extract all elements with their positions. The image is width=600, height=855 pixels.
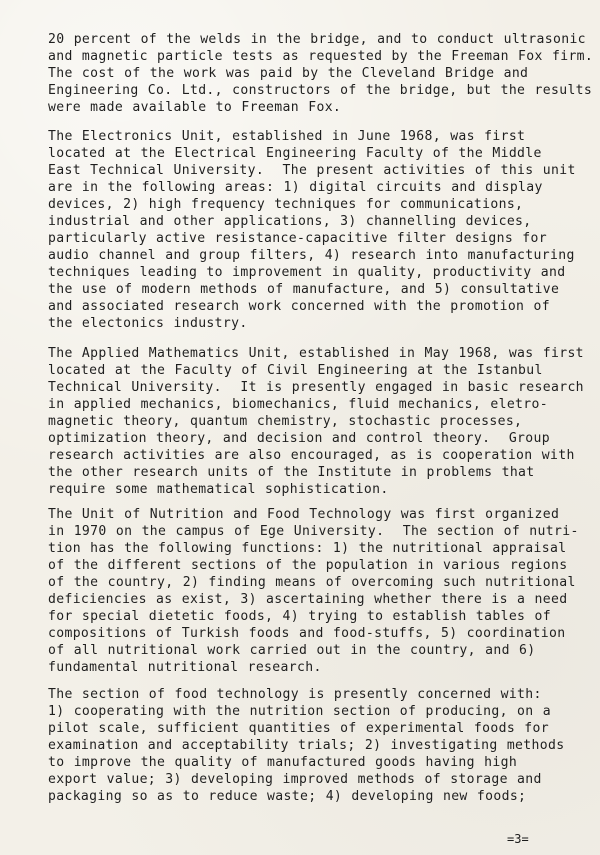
text-line: techniques leading to improvement in quality, productivity and xyxy=(48,265,566,280)
text-line: audio channel and group filters, 4) research into manufacturing xyxy=(48,248,575,263)
text-line: of the different sections of the population in various regions xyxy=(48,558,568,573)
text-line: particularly active resistance-capacitive filter designs for xyxy=(48,231,547,246)
paragraph-bridge-welds xyxy=(48,31,594,116)
text-line: compositions of Turkish foods and food-stuffs, 5) coordination xyxy=(48,626,566,641)
paragraph-food-technology-section xyxy=(48,686,594,805)
text-line: for special dietetic foods, 4) trying to establish tables of xyxy=(48,609,551,624)
text-line: 20 percent of the welds in the bridge, and to conduct ultrasonic xyxy=(48,32,586,47)
text-line: research activities are also encouraged, as is cooperation with xyxy=(48,448,575,463)
text-line: in 1970 on the campus of Ege University. The section of nutri- xyxy=(48,524,579,539)
text-line: tion has the following functions: 1) the nutritional appraisal xyxy=(48,541,567,556)
text-line: packaging so as to reduce waste; 4) developing new foods; xyxy=(48,789,527,804)
text-line: and magnetic particle tests as requested by the Freeman Fox firm. xyxy=(48,49,594,64)
paragraph-nutrition-food-technology xyxy=(48,506,594,676)
text-line: to improve the quality of manufactured goods having high xyxy=(48,755,518,770)
text-line: the use of modern methods of manufacture, and 5) consultative xyxy=(48,282,560,297)
text-line: export value; 3) developing improved methods of storage and xyxy=(48,772,542,787)
text-line: optimization theory, and decision and control theory. Group xyxy=(48,431,550,446)
text-line: the other research units of the Institute in problems that xyxy=(48,465,535,480)
text-line: in applied mechanics, biomechanics, fluid mechanics, eletro- xyxy=(48,397,548,412)
text-line: Technical University. It is presently engaged in basic research xyxy=(48,380,584,395)
text-line: devices, 2) high frequency techniques for communications, xyxy=(48,197,524,212)
text-line: magnetic theory, quantum chemistry, stochastic processes, xyxy=(48,414,523,429)
paragraph-electronics-unit xyxy=(48,128,594,332)
text-line: the electonics industry. xyxy=(48,316,248,331)
text-line: require some mathematical sophistication. xyxy=(48,482,389,497)
text-line: The Applied Mathematics Unit, established in May 1968, was first xyxy=(48,346,584,361)
text-line: East Technical University. The present activities of this unit xyxy=(48,163,576,178)
text-line: located at the Electrical Engineering Faculty of the Middle xyxy=(48,146,542,161)
text-line: The Electronics Unit, established in June 1968, was first xyxy=(48,129,526,144)
page-number: =3= xyxy=(507,832,529,846)
text-line: The cost of the work was paid by the Cleveland Bridge and xyxy=(48,66,529,81)
paragraph-applied-mathematics-unit xyxy=(48,345,594,498)
text-line: are in the following areas: 1) digital circuits and display xyxy=(48,180,543,195)
text-line: The Unit of Nutrition and Food Technology was first organized xyxy=(48,507,560,522)
text-line: deficiencies as exist, 3) ascertaining whether there is a need xyxy=(48,592,568,607)
text-line: located at the Faculty of Civil Engineering at the Istanbul xyxy=(48,363,543,378)
text-line: pilot scale, sufficient quantities of experimental foods for xyxy=(48,721,549,736)
text-line: examination and acceptability trials; 2) investigating methods xyxy=(48,738,565,753)
text-line: 1) cooperating with the nutrition section of producing, on a xyxy=(48,704,551,719)
text-line: industrial and other applications, 3) channelling devices, xyxy=(48,214,532,229)
text-line: of all nutritional work carried out in the country, and 6) xyxy=(48,643,536,658)
text-line: Engineering Co. Ltd., constructors of the bridge, but the results xyxy=(48,83,593,98)
text-line: The section of food technology is presently concerned with: xyxy=(48,687,542,702)
text-line: fundamental nutritional research. xyxy=(48,660,322,675)
text-line: and associated research work concerned with the promotion of xyxy=(48,299,550,314)
text-line: of the country, 2) finding means of overcoming such nutritional xyxy=(48,575,576,590)
text-line: were made available to Freeman Fox. xyxy=(48,100,342,115)
